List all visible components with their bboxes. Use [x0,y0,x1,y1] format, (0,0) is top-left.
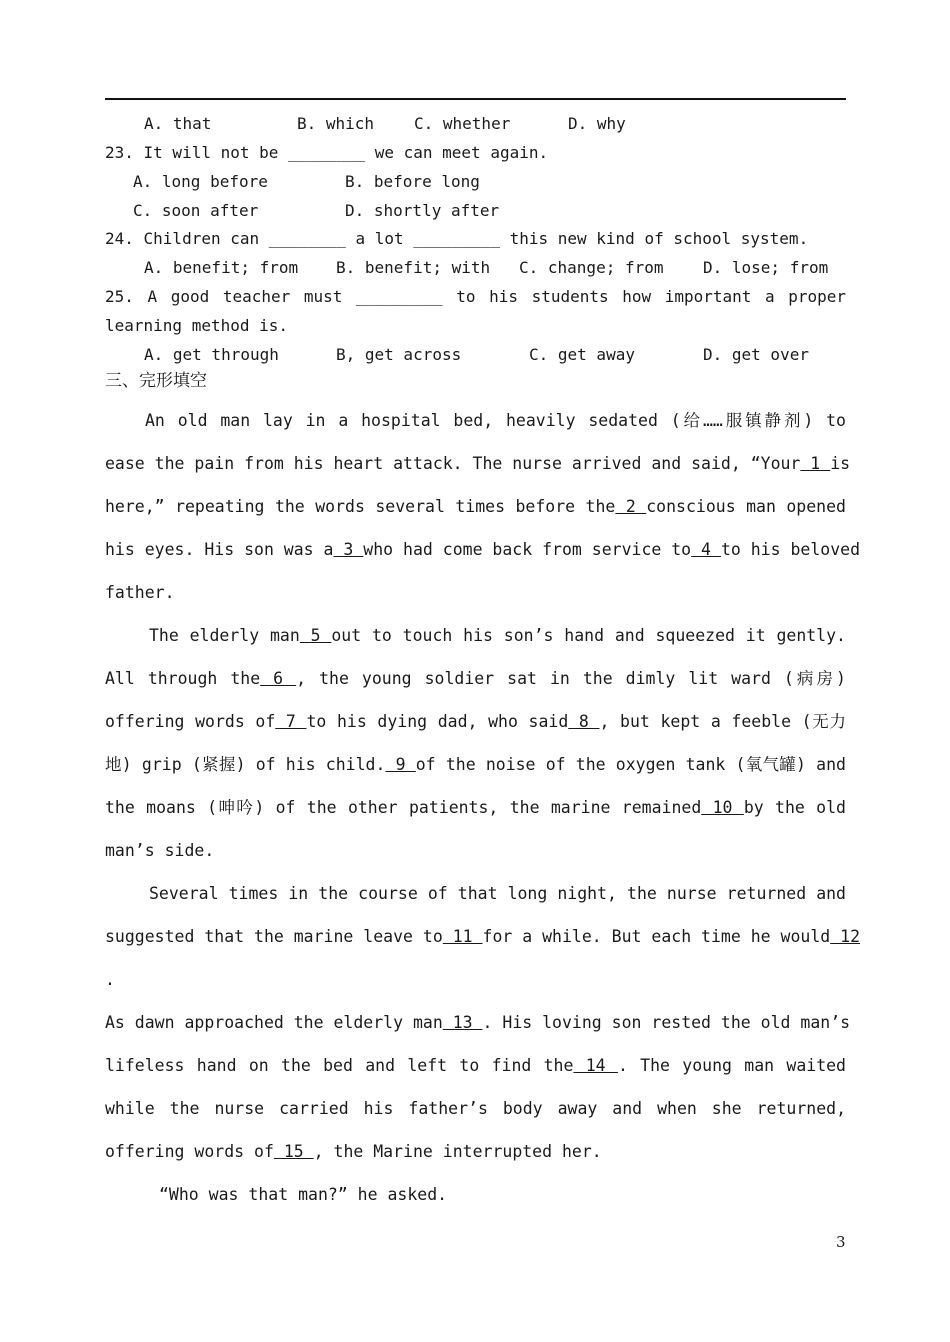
q22-option-b: B. which [297,114,375,133]
blank-13[interactable]: 13 [442,1013,483,1032]
q25-option-d: D. get over [703,345,809,364]
q24-stem: 24. Children can ________ a lot _________ this new kind of school system. [105,229,809,248]
q24-option-b: B. benefit; with [336,258,491,277]
blank-10[interactable]: 10 [701,798,744,817]
q25-option-c: C. get away [529,345,635,364]
q24-option-c: C. change; from [519,258,664,277]
passage-line: . [105,970,115,989]
blank-14[interactable]: 14 [573,1056,618,1075]
q23-option-b: B. before long [345,172,480,191]
blank-5[interactable]: 5 [299,626,332,645]
passage-line: An old man lay in a hospital bed, heavily sedated (给……服镇静剂) to [145,411,846,430]
blank-1[interactable]: 1 [800,454,831,473]
blank-4[interactable]: 4 [691,540,721,559]
blank-12[interactable]: 12 [830,927,861,946]
blank-2[interactable]: 2 [615,497,647,516]
passage-line: offering words of 7 to his dying dad, who said 8 , but kept a feeble (无力 [105,712,846,731]
passage-line: As dawn approached the elderly man 13 . His loving son rested the old man’s [105,1013,851,1032]
blank-11[interactable]: 11 [442,927,483,946]
passage-line: 地) grip (紧握) of his child. 9 of the noise of the oxygen tank (氧气罐) and [105,755,846,774]
q23-option-c: C. soon after [133,201,259,220]
passage-line: The elderly man 5 out to touch his son’s hand and squeezed it gently. [149,626,846,645]
passage-line: ease the pain from his heart attack. The nurse arrived and said, “Your 1 is [105,454,851,473]
q22-option-a: A. that [144,114,212,133]
passage-line: “Who was that man?” he asked. [159,1185,448,1204]
passage-line: Several times in the course of that long night, the nurse returned and [149,884,846,903]
passage-line: offering words of 15 , the Marine interrupted her. [105,1142,602,1161]
q24-option-d: D. lose; from [703,258,829,277]
blank-3[interactable]: 3 [333,540,364,559]
blank-9[interactable]: 9 [385,755,416,774]
passage-line: suggested that the marine leave to 11 for a while. But each time he would 12 [105,927,861,946]
q23-option-d: D. shortly after [345,201,500,220]
section-title: 三、完形填空 [105,371,207,391]
passage-line: here,” repeating the words several times before the 2 conscious man opened [105,497,846,516]
page-number: 3 [836,1233,846,1251]
q25-stem-line1: 25. A good teacher must _________ to his students how important a proper [105,287,846,306]
q25-option-a: A. get through [144,345,279,364]
header-rule [105,98,846,100]
blank-15[interactable]: 15 [273,1142,314,1161]
passage-line: the moans (呻吟) of the other patients, the marine remained 10 by the old [105,798,846,817]
passage-line: his eyes. His son was a 3 who had come back from service to 4 to his beloved [105,540,861,559]
blank-6[interactable]: 6 [260,669,297,688]
q22-option-c: C. whether [414,114,511,133]
passage-line: man’s side. [105,841,215,860]
blank-8[interactable]: 8 [568,712,600,731]
passage-line: while the nurse carried his father’s body away and when she returned, [105,1099,846,1118]
passage-line: lifeless hand on the bed and left to find the 14 . The young man waited [105,1056,846,1075]
q25-option-b: B, get across [336,345,462,364]
blank-7[interactable]: 7 [275,712,307,731]
q22-option-d: D. why [568,114,626,133]
q23-stem: 23. It will not be ________ we can meet again. [105,143,549,162]
passage-line: father. [105,583,175,602]
q25-stem-line2: learning method is. [105,316,289,335]
q23-option-a: A. long before [133,172,268,191]
passage-line: All through the 6 , the young soldier sat in the dimly lit ward (病房) [105,669,846,688]
q24-option-a: A. benefit; from [144,258,299,277]
